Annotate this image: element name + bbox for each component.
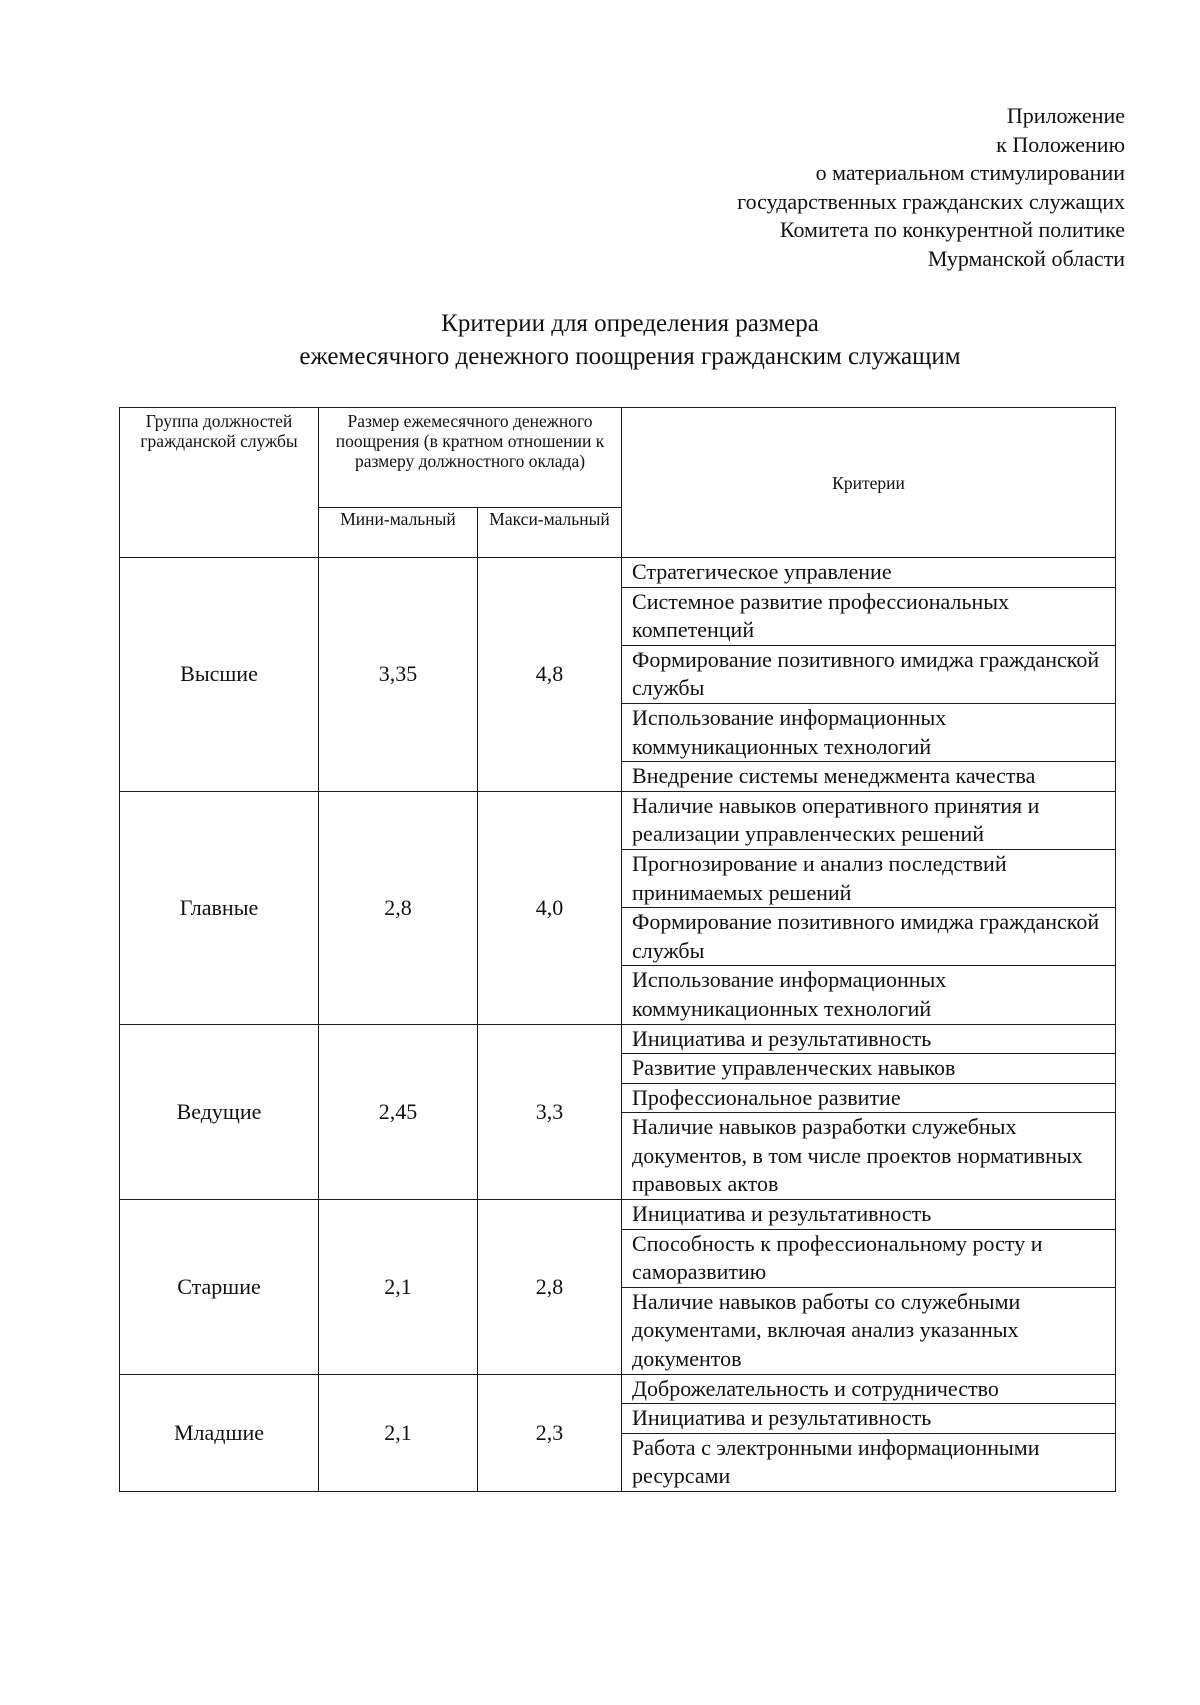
appendix-line: Комитета по конкурентной политике [779,217,1125,243]
criterion-cell: Инициатива и результативность [622,1404,1116,1434]
criterion-cell: Наличие навыков оперативного принятия и реализации управленческих решений [622,791,1116,849]
max-value-cell: 3,3 [478,1024,622,1200]
criterion-cell: Формирование позитивного имиджа гражданской службы [622,645,1116,703]
criterion-cell: Инициатива и результативность [622,1024,1116,1054]
criterion-cell: Внедрение системы менеджмента качества [622,762,1116,792]
header-max: Макси-мальный [478,508,622,558]
group-name-cell: Младшие [120,1374,319,1491]
header-size: Размер ежемесячного денежного поощрения (в кратном отношении к размеру должностного оклада) [319,408,622,508]
header-min: Мини-мальный [319,508,478,558]
table-header-row [120,408,1116,508]
title-line-1: Критерии для определения размера [441,310,819,337]
table-row [120,558,1116,588]
appendix-line: о материальном стимулировании [815,160,1125,186]
criterion-cell: Работа с электронными информационными ресурсами [622,1433,1116,1491]
min-value-cell: 3,35 [319,558,478,792]
criteria-table [119,407,1116,1492]
document-title [120,307,1140,373]
criterion-cell: Использование информационных коммуникационных технологий [622,966,1116,1024]
min-value-cell: 2,1 [319,1374,478,1491]
min-value-cell: 2,45 [319,1024,478,1200]
appendix-line: Мурманской области [927,245,1125,271]
table-body [120,558,1116,1492]
title-line-2: ежемесячного денежного поощрения гражданским служащим [299,343,961,370]
group-name-cell: Старшие [120,1200,319,1375]
criterion-cell: Стратегическое управление [622,558,1116,588]
criterion-cell: Инициатива и результативность [622,1200,1116,1230]
appendix-line: государственных гражданских служащих [737,188,1125,214]
criterion-cell: Наличие навыков разработки служебных документов, в том числе проектов нормативных правовых актов [622,1113,1116,1200]
min-value-cell: 2,8 [319,791,478,1024]
criterion-cell: Способность к профессиональному росту и саморазвитию [622,1229,1116,1287]
max-value-cell: 2,8 [478,1200,622,1375]
criterion-cell: Доброжелательность и сотрудничество [622,1374,1116,1404]
table-row [120,1200,1116,1230]
min-value-cell: 2,1 [319,1200,478,1375]
criterion-cell: Системное развитие профессиональных компетенций [622,587,1116,645]
criterion-cell: Прогнозирование и анализ последствий принимаемых решений [622,849,1116,907]
group-name-cell: Высшие [120,558,319,792]
criterion-cell: Формирование позитивного имиджа гражданской службы [622,908,1116,966]
max-value-cell: 4,8 [478,558,622,792]
group-name-cell: Главные [120,791,319,1024]
header-group: Группа должностей гражданской службы [120,408,319,558]
criterion-cell: Наличие навыков работы со служебными документами, включая анализ указанных документов [622,1287,1116,1374]
table-row [120,791,1116,849]
table-row [120,1374,1116,1404]
appendix-note [425,102,1125,274]
appendix-line: Приложение [1006,103,1125,128]
criterion-cell: Использование информационных коммуникационных технологий [622,703,1116,761]
criterion-cell: Профессиональное развитие [622,1083,1116,1113]
group-name-cell: Ведущие [120,1024,319,1200]
header-criteria: Критерии [622,408,1116,558]
max-value-cell: 2,3 [478,1374,622,1491]
table-row [120,1024,1116,1054]
criterion-cell: Развитие управленческих навыков [622,1054,1116,1084]
appendix-line: к Положению [996,131,1125,157]
max-value-cell: 4,0 [478,791,622,1024]
